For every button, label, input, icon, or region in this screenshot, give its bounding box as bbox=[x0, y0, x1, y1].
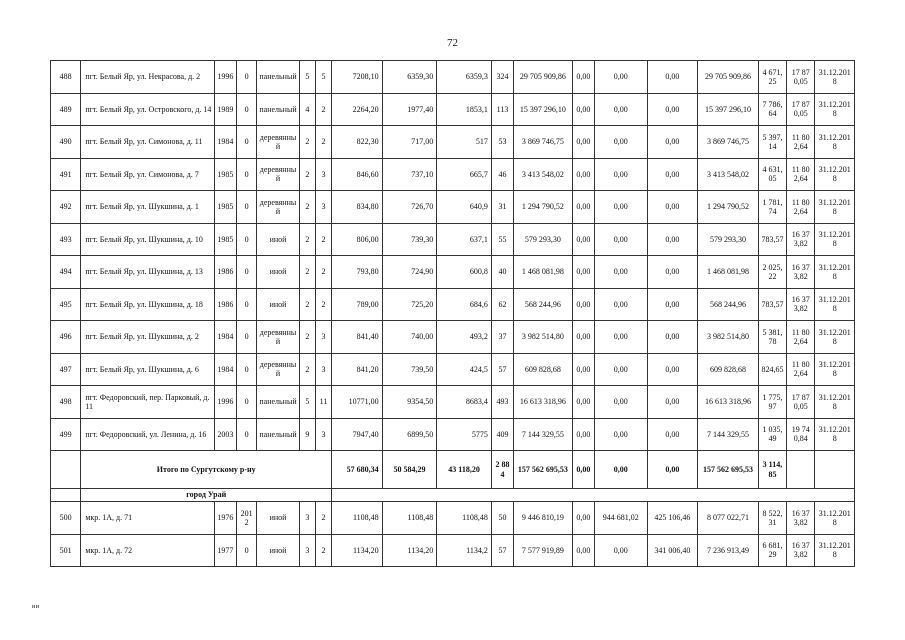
cell-completion-date: 31.12.2018 bbox=[815, 502, 855, 535]
cell-municipal-cost: 0,00 bbox=[647, 418, 698, 451]
cell-wall-material: панельный bbox=[257, 386, 299, 419]
cell-completion-date: 31.12.2018 bbox=[815, 418, 855, 451]
cell-address: пгт. Белый Яр, ул. Некрасова, д. 2 bbox=[81, 61, 214, 94]
cell-living-area: 739,30 bbox=[382, 223, 437, 256]
table-row bbox=[51, 418, 855, 451]
cell-owners-cost: 3 982 514,80 bbox=[698, 321, 759, 354]
cell-total-area: 7208,10 bbox=[332, 61, 383, 94]
cell-fund-cost: 0,00 bbox=[572, 256, 594, 289]
cell-region-cost: 0,00 bbox=[594, 534, 647, 567]
cell-total-area: 1134,20 bbox=[332, 534, 383, 567]
cell-residential-area: 1853,1 bbox=[437, 93, 492, 126]
cell-owners-cost: 3 869 746,75 bbox=[698, 126, 759, 159]
cell-residents: 493 bbox=[491, 386, 513, 419]
cell-total-area: 841,40 bbox=[332, 321, 383, 354]
table-row bbox=[51, 288, 855, 321]
cell-floors: 9 bbox=[299, 418, 315, 451]
cell-floors: 5 bbox=[299, 386, 315, 419]
cell-completion-date: 31.12.2018 bbox=[815, 223, 855, 256]
cell-row-number: 501 bbox=[51, 534, 81, 567]
cell-year-renovated: 0 bbox=[237, 418, 257, 451]
cell-address: пгт. Белый Яр, ул. Шукшина, д. 10 bbox=[81, 223, 214, 256]
cell-max-unit-cost: 19 740,84 bbox=[787, 418, 815, 451]
total-row bbox=[51, 451, 855, 489]
cell-residential-area: 5775 bbox=[437, 418, 492, 451]
cell-owners-cost: 7 236 913,49 bbox=[698, 534, 759, 567]
cell-completion-date: 31.12.2018 bbox=[815, 321, 855, 354]
cell-total-cost: 16 613 318,96 bbox=[514, 386, 573, 419]
cell-owners-cost: 609 828,68 bbox=[698, 353, 759, 386]
cell-residential-area: 517 bbox=[437, 126, 492, 159]
cell-max-unit-cost: 16 373,82 bbox=[787, 288, 815, 321]
cell-fund-cost: 0,00 bbox=[572, 321, 594, 354]
cell-owners-cost: 1 294 790,52 bbox=[698, 191, 759, 224]
total-fund1: 0,00 bbox=[572, 451, 594, 489]
cell-region-cost: 0,00 bbox=[594, 126, 647, 159]
cell-fund-cost: 0,00 bbox=[572, 93, 594, 126]
cell-year-built: 1989 bbox=[214, 93, 236, 126]
cell-region-cost: 0,00 bbox=[594, 93, 647, 126]
cell-row-number: 492 bbox=[51, 191, 81, 224]
cell-residents: 31 bbox=[491, 191, 513, 224]
cell-year-renovated: 2012 bbox=[237, 502, 257, 535]
cell-wall-material: иной bbox=[257, 223, 299, 256]
cell-floors: 5 bbox=[299, 61, 315, 94]
cell-municipal-cost: 0,00 bbox=[647, 288, 698, 321]
cell-floors: 2 bbox=[299, 191, 315, 224]
cell-address: пгт. Белый Яр, ул. Шукшина, д. 6 bbox=[81, 353, 214, 386]
table-row bbox=[51, 386, 855, 419]
cell-unit-cost: 1 035,49 bbox=[758, 418, 786, 451]
cell-living-area: 739,50 bbox=[382, 353, 437, 386]
city-heading-row bbox=[51, 489, 855, 502]
cell-unit-cost: 1 775,97 bbox=[758, 386, 786, 419]
cell-total-cost: 1 468 081,98 bbox=[514, 256, 573, 289]
cell-max-unit-cost: 11 802,64 bbox=[787, 126, 815, 159]
cell-address: пгт. Белый Яр, ул. Островского, д. 14 bbox=[81, 93, 214, 126]
cell-year-renovated: 0 bbox=[237, 61, 257, 94]
cell-max-unit-cost: 16 373,82 bbox=[787, 534, 815, 567]
cell-wall-material: иной bbox=[257, 256, 299, 289]
cell-entrances: 2 bbox=[315, 534, 331, 567]
cell-completion-date: 31.12.2018 bbox=[815, 386, 855, 419]
cell-address: пгт. Федоровский, ул. Ленина, д. 16 bbox=[81, 418, 214, 451]
cell-municipal-cost: 0,00 bbox=[647, 386, 698, 419]
cell-residents: 37 bbox=[491, 321, 513, 354]
cell-wall-material: деревянный bbox=[257, 353, 299, 386]
cell-municipal-cost: 0,00 bbox=[647, 158, 698, 191]
page-number: 72 bbox=[447, 37, 458, 49]
cell-year-built: 2003 bbox=[214, 418, 236, 451]
cell-entrances: 3 bbox=[315, 191, 331, 224]
cell-region-cost: 0,00 bbox=[594, 418, 647, 451]
cell-region-cost: 0,00 bbox=[594, 256, 647, 289]
cell-year-built: 1984 bbox=[214, 126, 236, 159]
cell-residents: 40 bbox=[491, 256, 513, 289]
cell-region-cost: 0,00 bbox=[594, 223, 647, 256]
total-area2: 50 584,29 bbox=[382, 451, 437, 489]
cell-max-unit-cost: 17 870,05 bbox=[787, 61, 815, 94]
cell-region-cost: 0,00 bbox=[594, 288, 647, 321]
cell-year-renovated: 0 bbox=[237, 126, 257, 159]
cell-region-cost: 0,00 bbox=[594, 191, 647, 224]
cell-region-cost: 0,00 bbox=[594, 386, 647, 419]
cell-row-number: 499 bbox=[51, 418, 81, 451]
cell-unit-cost: 4 671,25 bbox=[758, 61, 786, 94]
cell-wall-material: иной bbox=[257, 288, 299, 321]
housing-register-table bbox=[50, 60, 855, 567]
cell-residential-area: 637,1 bbox=[437, 223, 492, 256]
cell-residential-area: 8683,4 bbox=[437, 386, 492, 419]
cell-region-cost: 0,00 bbox=[594, 353, 647, 386]
total-cost: 157 562 695,53 bbox=[514, 451, 573, 489]
cell-year-built: 1986 bbox=[214, 256, 236, 289]
cell-total-area: 834,80 bbox=[332, 191, 383, 224]
cell-owners-cost: 15 397 296,10 bbox=[698, 93, 759, 126]
cell-municipal-cost: 0,00 bbox=[647, 93, 698, 126]
cell-owners-cost: 16 613 318,96 bbox=[698, 386, 759, 419]
total-label: Итого по Сургутскому р-ну bbox=[81, 451, 332, 489]
cell-fund-cost: 0,00 bbox=[572, 223, 594, 256]
cell-unit-cost: 2 025,22 bbox=[758, 256, 786, 289]
cell-max-unit-cost: 11 802,64 bbox=[787, 321, 815, 354]
cell-residents: 55 bbox=[491, 223, 513, 256]
cell-residents: 50 bbox=[491, 502, 513, 535]
cell-fund-cost: 0,00 bbox=[572, 158, 594, 191]
cell-row-number: 489 bbox=[51, 93, 81, 126]
table-row bbox=[51, 321, 855, 354]
cell-year-renovated: 0 bbox=[237, 353, 257, 386]
cell-living-area: 9354,50 bbox=[382, 386, 437, 419]
cell-residents: 409 bbox=[491, 418, 513, 451]
cell-wall-material: панельный bbox=[257, 61, 299, 94]
cell-total-area: 841,20 bbox=[332, 353, 383, 386]
cell-total-cost: 7 144 329,55 bbox=[514, 418, 573, 451]
cell-unit-cost: 5 381,78 bbox=[758, 321, 786, 354]
cell-wall-material: деревянный bbox=[257, 191, 299, 224]
cell-max-unit-cost: 16 373,82 bbox=[787, 256, 815, 289]
cell-year-built: 1985 bbox=[214, 223, 236, 256]
cell-unit-cost: 6 681,29 bbox=[758, 534, 786, 567]
cell-wall-material: иной bbox=[257, 502, 299, 535]
cell-entrances: 2 bbox=[315, 502, 331, 535]
cell-total-area: 7947,40 bbox=[332, 418, 383, 451]
cell-residents: 57 bbox=[491, 534, 513, 567]
table-row bbox=[51, 126, 855, 159]
cell-max-unit-cost: 17 870,05 bbox=[787, 93, 815, 126]
cell-floors: 2 bbox=[299, 353, 315, 386]
cell-total-area: 822,30 bbox=[332, 126, 383, 159]
cell-completion-date: 31.12.2018 bbox=[815, 534, 855, 567]
cell-fund-cost: 0,00 bbox=[572, 126, 594, 159]
cell-fund-cost: 0,00 bbox=[572, 502, 594, 535]
cell-completion-date: 31.12.2018 bbox=[815, 126, 855, 159]
cell-floors: 2 bbox=[299, 126, 315, 159]
cell-year-built: 1985 bbox=[214, 158, 236, 191]
table-row bbox=[51, 191, 855, 224]
table-row bbox=[51, 353, 855, 386]
cell-year-built: 1985 bbox=[214, 191, 236, 224]
total-fund3: 0,00 bbox=[647, 451, 698, 489]
cell-residential-area: 424,5 bbox=[437, 353, 492, 386]
cell-owners-cost: 1 468 081,98 bbox=[698, 256, 759, 289]
cell-municipal-cost: 0,00 bbox=[647, 353, 698, 386]
cell-floors: 3 bbox=[299, 502, 315, 535]
cell-residential-area: 684,6 bbox=[437, 288, 492, 321]
total-per-sqm: 3 114,85 bbox=[758, 451, 786, 489]
table-row bbox=[51, 223, 855, 256]
cell-living-area: 724,90 bbox=[382, 256, 437, 289]
total-area3: 43 118,20 bbox=[437, 451, 492, 489]
cell-entrances: 3 bbox=[315, 353, 331, 386]
cell-unit-cost: 824,65 bbox=[758, 353, 786, 386]
cell-total-area: 806,00 bbox=[332, 223, 383, 256]
cell-row-number: 494 bbox=[51, 256, 81, 289]
cell-max-unit-cost: 11 802,64 bbox=[787, 158, 815, 191]
cell-region-cost: 944 681,02 bbox=[594, 502, 647, 535]
cell-completion-date: 31.12.2018 bbox=[815, 191, 855, 224]
total-area1: 57 680,34 bbox=[332, 451, 383, 489]
cell-fund-cost: 0,00 bbox=[572, 386, 594, 419]
table-row bbox=[51, 158, 855, 191]
cell-completion-date: 31.12.2018 bbox=[815, 93, 855, 126]
cell-municipal-cost: 425 106,46 bbox=[647, 502, 698, 535]
cell-total-cost: 3 869 746,75 bbox=[514, 126, 573, 159]
cell-max-unit-cost: 16 373,82 bbox=[787, 502, 815, 535]
cell-year-built: 1996 bbox=[214, 61, 236, 94]
cell-residents: 62 bbox=[491, 288, 513, 321]
cell-year-renovated: 0 bbox=[237, 158, 257, 191]
footer-mark: ии bbox=[32, 604, 40, 610]
cell-year-renovated: 0 bbox=[237, 321, 257, 354]
cell-municipal-cost: 0,00 bbox=[647, 126, 698, 159]
cell-row-number: 491 bbox=[51, 158, 81, 191]
cell-unit-cost: 8 522,31 bbox=[758, 502, 786, 535]
cell-residents: 113 bbox=[491, 93, 513, 126]
table-row bbox=[51, 61, 855, 94]
cell-entrances: 2 bbox=[315, 126, 331, 159]
cell-living-area: 740,00 bbox=[382, 321, 437, 354]
cell-total-area: 793,80 bbox=[332, 256, 383, 289]
cell-year-built: 1984 bbox=[214, 321, 236, 354]
cell-year-built: 1986 bbox=[214, 288, 236, 321]
total-fund4: 157 562 695,53 bbox=[698, 451, 759, 489]
cell-wall-material: деревянный bbox=[257, 158, 299, 191]
cell-residents: 53 bbox=[491, 126, 513, 159]
city-heading: город Урай bbox=[81, 489, 332, 502]
cell-year-built: 1977 bbox=[214, 534, 236, 567]
cell-year-renovated: 0 bbox=[237, 223, 257, 256]
cell-municipal-cost: 0,00 bbox=[647, 223, 698, 256]
cell-address: мкр. 1А, д. 72 bbox=[81, 534, 214, 567]
table-row bbox=[51, 534, 855, 567]
cell-total-cost: 609 828,68 bbox=[514, 353, 573, 386]
cell-row-number: 498 bbox=[51, 386, 81, 419]
cell-year-renovated: 0 bbox=[237, 256, 257, 289]
cell-region-cost: 0,00 bbox=[594, 321, 647, 354]
cell-living-area: 726,70 bbox=[382, 191, 437, 224]
cell-fund-cost: 0,00 bbox=[572, 61, 594, 94]
cell-total-area: 789,00 bbox=[332, 288, 383, 321]
cell-year-renovated: 0 bbox=[237, 288, 257, 321]
cell-address: пгт. Белый Яр, ул. Шукшина, д. 1 bbox=[81, 191, 214, 224]
cell-total-cost: 9 446 810,19 bbox=[514, 502, 573, 535]
cell-unit-cost: 4 631,05 bbox=[758, 158, 786, 191]
cell-year-built: 1984 bbox=[214, 353, 236, 386]
cell-living-area: 1108,48 bbox=[382, 502, 437, 535]
cell-living-area: 6359,30 bbox=[382, 61, 437, 94]
cell-region-cost: 0,00 bbox=[594, 61, 647, 94]
cell-total-cost: 3 982 514,80 bbox=[514, 321, 573, 354]
cell-total-cost: 1 294 790,52 bbox=[514, 191, 573, 224]
cell-living-area: 717,00 bbox=[382, 126, 437, 159]
cell-fund-cost: 0,00 bbox=[572, 353, 594, 386]
cell-max-unit-cost: 17 870,05 bbox=[787, 386, 815, 419]
cell-row-number: 493 bbox=[51, 223, 81, 256]
cell-max-unit-cost: 11 802,64 bbox=[787, 353, 815, 386]
cell-address: пгт. Белый Яр, ул. Шукшина, д. 18 bbox=[81, 288, 214, 321]
cell-year-renovated: 0 bbox=[237, 386, 257, 419]
cell-total-area: 10771,00 bbox=[332, 386, 383, 419]
cell-owners-cost: 568 244,96 bbox=[698, 288, 759, 321]
cell-total-cost: 568 244,96 bbox=[514, 288, 573, 321]
cell-year-renovated: 0 bbox=[237, 534, 257, 567]
cell-municipal-cost: 0,00 bbox=[647, 321, 698, 354]
cell-row-number: 497 bbox=[51, 353, 81, 386]
cell-floors: 2 bbox=[299, 256, 315, 289]
table-row bbox=[51, 256, 855, 289]
cell-owners-cost: 29 705 909,86 bbox=[698, 61, 759, 94]
cell-row-number: 500 bbox=[51, 502, 81, 535]
cell-row-number: 496 bbox=[51, 321, 81, 354]
cell-fund-cost: 0,00 bbox=[572, 418, 594, 451]
cell-living-area: 737,10 bbox=[382, 158, 437, 191]
cell-total-area: 1108,48 bbox=[332, 502, 383, 535]
cell-completion-date: 31.12.2018 bbox=[815, 288, 855, 321]
cell-municipal-cost: 341 006,40 bbox=[647, 534, 698, 567]
cell-year-built: 1996 bbox=[214, 386, 236, 419]
cell-owners-cost: 3 413 548,02 bbox=[698, 158, 759, 191]
cell-municipal-cost: 0,00 bbox=[647, 191, 698, 224]
cell-floors: 3 bbox=[299, 534, 315, 567]
cell-entrances: 3 bbox=[315, 158, 331, 191]
cell-living-area: 1134,20 bbox=[382, 534, 437, 567]
cell-year-built: 1976 bbox=[214, 502, 236, 535]
cell-entrances: 5 bbox=[315, 61, 331, 94]
cell-living-area: 725,20 bbox=[382, 288, 437, 321]
cell-owners-cost: 8 077 022,71 bbox=[698, 502, 759, 535]
cell-max-unit-cost: 11 802,64 bbox=[787, 191, 815, 224]
cell-unit-cost: 5 397,14 bbox=[758, 126, 786, 159]
cell-region-cost: 0,00 bbox=[594, 158, 647, 191]
cell-entrances: 2 bbox=[315, 223, 331, 256]
cell-residential-area: 600,8 bbox=[437, 256, 492, 289]
cell-residents: 57 bbox=[491, 353, 513, 386]
cell-residents: 324 bbox=[491, 61, 513, 94]
cell-floors: 4 bbox=[299, 93, 315, 126]
cell-living-area: 1977,40 bbox=[382, 93, 437, 126]
cell-row-number: 488 bbox=[51, 61, 81, 94]
cell-wall-material: деревянный bbox=[257, 321, 299, 354]
cell-address: пгт. Белый Яр, ул. Симонова, д. 11 bbox=[81, 126, 214, 159]
cell-residential-area: 1108,48 bbox=[437, 502, 492, 535]
cell-max-unit-cost: 16 373,82 bbox=[787, 223, 815, 256]
cell-unit-cost: 1 781,74 bbox=[758, 191, 786, 224]
cell-year-renovated: 0 bbox=[237, 93, 257, 126]
cell-floors: 2 bbox=[299, 288, 315, 321]
total-fund2: 0,00 bbox=[594, 451, 647, 489]
cell-living-area: 6899,50 bbox=[382, 418, 437, 451]
cell-total-cost: 579 293,30 bbox=[514, 223, 573, 256]
cell-entrances: 11 bbox=[315, 386, 331, 419]
cell-total-cost: 29 705 909,86 bbox=[514, 61, 573, 94]
cell-unit-cost: 783,57 bbox=[758, 288, 786, 321]
cell-residential-area: 1134,2 bbox=[437, 534, 492, 567]
cell-total-cost: 15 397 296,10 bbox=[514, 93, 573, 126]
cell-row-number: 490 bbox=[51, 126, 81, 159]
cell-residents: 46 bbox=[491, 158, 513, 191]
cell-total-cost: 7 577 919,89 bbox=[514, 534, 573, 567]
cell-wall-material: панельный bbox=[257, 418, 299, 451]
cell-residential-area: 493,2 bbox=[437, 321, 492, 354]
cell-wall-material: панельный bbox=[257, 93, 299, 126]
cell-residential-area: 665,7 bbox=[437, 158, 492, 191]
cell-address: пгт. Белый Яр, ул. Шукшина, д. 2 bbox=[81, 321, 214, 354]
cell-completion-date: 31.12.2018 bbox=[815, 158, 855, 191]
cell-total-area: 2264,20 bbox=[332, 93, 383, 126]
cell-entrances: 2 bbox=[315, 288, 331, 321]
total-residents: 2 884 bbox=[491, 451, 513, 489]
cell-municipal-cost: 0,00 bbox=[647, 256, 698, 289]
cell-municipal-cost: 0,00 bbox=[647, 61, 698, 94]
cell-entrances: 3 bbox=[315, 418, 331, 451]
cell-completion-date: 31.12.2018 bbox=[815, 256, 855, 289]
cell-address: пгт. Белый Яр, ул. Шукшина, д. 13 bbox=[81, 256, 214, 289]
cell-entrances: 2 bbox=[315, 93, 331, 126]
cell-row-number: 495 bbox=[51, 288, 81, 321]
cell-total-area: 846,60 bbox=[332, 158, 383, 191]
table-row bbox=[51, 93, 855, 126]
cell-entrances: 2 bbox=[315, 256, 331, 289]
cell-owners-cost: 7 144 329,55 bbox=[698, 418, 759, 451]
cell-wall-material: деревянный bbox=[257, 126, 299, 159]
cell-address: пгт. Белый Яр, ул. Симонова, д. 7 bbox=[81, 158, 214, 191]
cell-floors: 2 bbox=[299, 321, 315, 354]
table-row bbox=[51, 502, 855, 535]
cell-total-cost: 3 413 548,02 bbox=[514, 158, 573, 191]
cell-fund-cost: 0,00 bbox=[572, 288, 594, 321]
cell-residential-area: 640,9 bbox=[437, 191, 492, 224]
cell-unit-cost: 783,57 bbox=[758, 223, 786, 256]
cell-fund-cost: 0,00 bbox=[572, 534, 594, 567]
cell-owners-cost: 579 293,30 bbox=[698, 223, 759, 256]
cell-address: мкр. 1А, д. 71 bbox=[81, 502, 214, 535]
cell-completion-date: 31.12.2018 bbox=[815, 353, 855, 386]
cell-unit-cost: 7 786,64 bbox=[758, 93, 786, 126]
cell-address: пгт. Федоровский, пер. Парковый, д. 11 bbox=[81, 386, 214, 419]
cell-entrances: 3 bbox=[315, 321, 331, 354]
cell-residential-area: 6359,3 bbox=[437, 61, 492, 94]
cell-wall-material: иной bbox=[257, 534, 299, 567]
cell-completion-date: 31.12.2018 bbox=[815, 61, 855, 94]
cell-floors: 2 bbox=[299, 158, 315, 191]
cell-floors: 2 bbox=[299, 223, 315, 256]
cell-year-renovated: 0 bbox=[237, 191, 257, 224]
cell-fund-cost: 0,00 bbox=[572, 191, 594, 224]
